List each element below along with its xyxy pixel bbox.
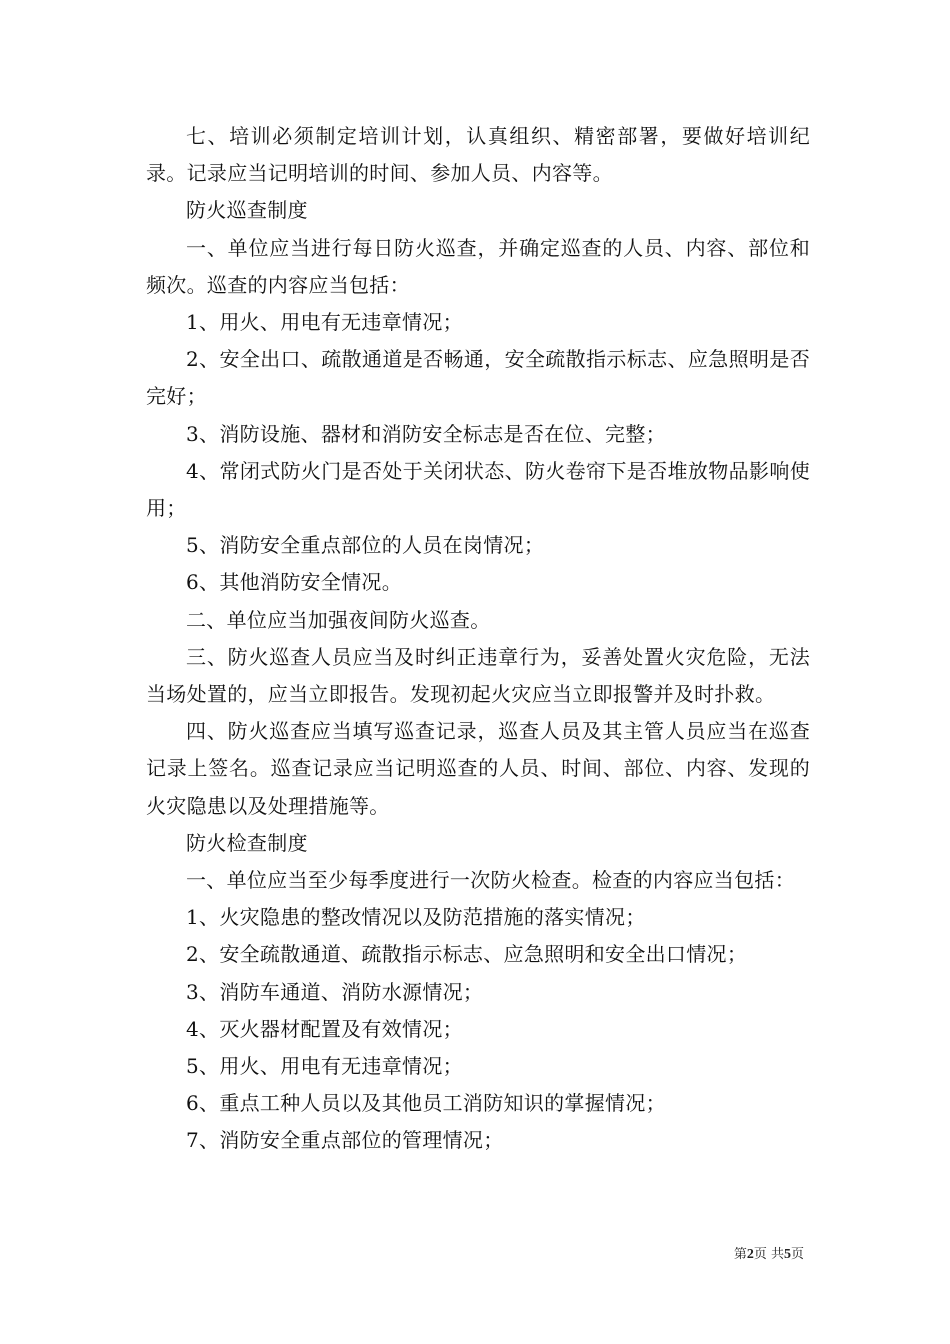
document-body (146, 118, 810, 1160)
total-page-number: 5 (783, 1247, 791, 1262)
list-item: 1、火灾隐患的整改情况以及防范措施的落实情况； (186, 905, 646, 930)
list-item: 2、安全出口、疏散通道是否畅通，安全疏散指示标志、应急照明是否完好； (146, 347, 810, 409)
list-item: 5、消防安全重点部位的人员在岗情况； (186, 533, 545, 558)
list-item: 6、重点工种人员以及其他员工消防知识的掌握情况； (186, 1091, 666, 1116)
paragraph-patrol-3: 三、防火巡查人员应当及时纠正违章行为，妥善处置火灾危险，无法当场处置的，应当立即报告。发现初起火灾应当立即报警并及时扑救。 (146, 644, 810, 707)
footer-suffix: 页 (790, 1247, 804, 1262)
list-item: 5、用火、用电有无违章情况； (186, 1054, 463, 1079)
list-item: 3、消防设施、器材和消防安全标志是否在位、完整； (186, 421, 666, 446)
paragraph-patrol-4: 四、防火巡查应当填写巡查记录，巡查人员及其主管人员应当在巡查记录上签名。巡查记录应当记明巡查的人员、时间、部位、内容、发现的火灾隐患以及处理措施等。 (146, 719, 810, 818)
paragraph-inspection-1: 一、单位应当至少每季度进行一次防火检查。检查的内容应当包括： (186, 868, 795, 893)
paragraph-patrol-2: 二、单位应当加强夜间防火巡查。 (186, 607, 491, 632)
section-heading-fire-inspection: 防火检查制度 (186, 830, 308, 855)
paragraph-training-record: 七、培训必须制定培训计划，认真组织、精密部署，要做好培训纪录。记录应当记明培训的时间、参加人员、内容等。 (146, 124, 810, 186)
paragraph-patrol-1: 一、单位应当进行每日防火巡查，并确定巡查的人员、内容、部位和频次。巡查的内容应当包括： (146, 235, 810, 297)
current-page-number: 2 (746, 1247, 754, 1262)
list-item: 2、安全疏散通道、疏散指示标志、应急照明和安全出口情况； (186, 942, 748, 967)
list-item: 6、其他消防安全情况。 (186, 570, 403, 595)
footer-prefix: 第 (733, 1247, 747, 1262)
page-number-footer (734, 1246, 804, 1264)
footer-middle: 页 共 (753, 1247, 784, 1262)
list-item: 4、灭火器材配置及有效情况； (186, 1016, 463, 1041)
section-heading-fire-patrol: 防火巡查制度 (186, 198, 308, 223)
list-item: 7、消防安全重点部位的管理情况； (186, 1128, 504, 1153)
list-item: 3、消防车通道、消防水源情况； (186, 979, 484, 1004)
list-item: 1、用火、用电有无违章情况； (186, 310, 463, 335)
list-item: 4、常闭式防火门是否处于关闭状态、防火卷帘下是否堆放物品影响使用； (146, 458, 810, 521)
